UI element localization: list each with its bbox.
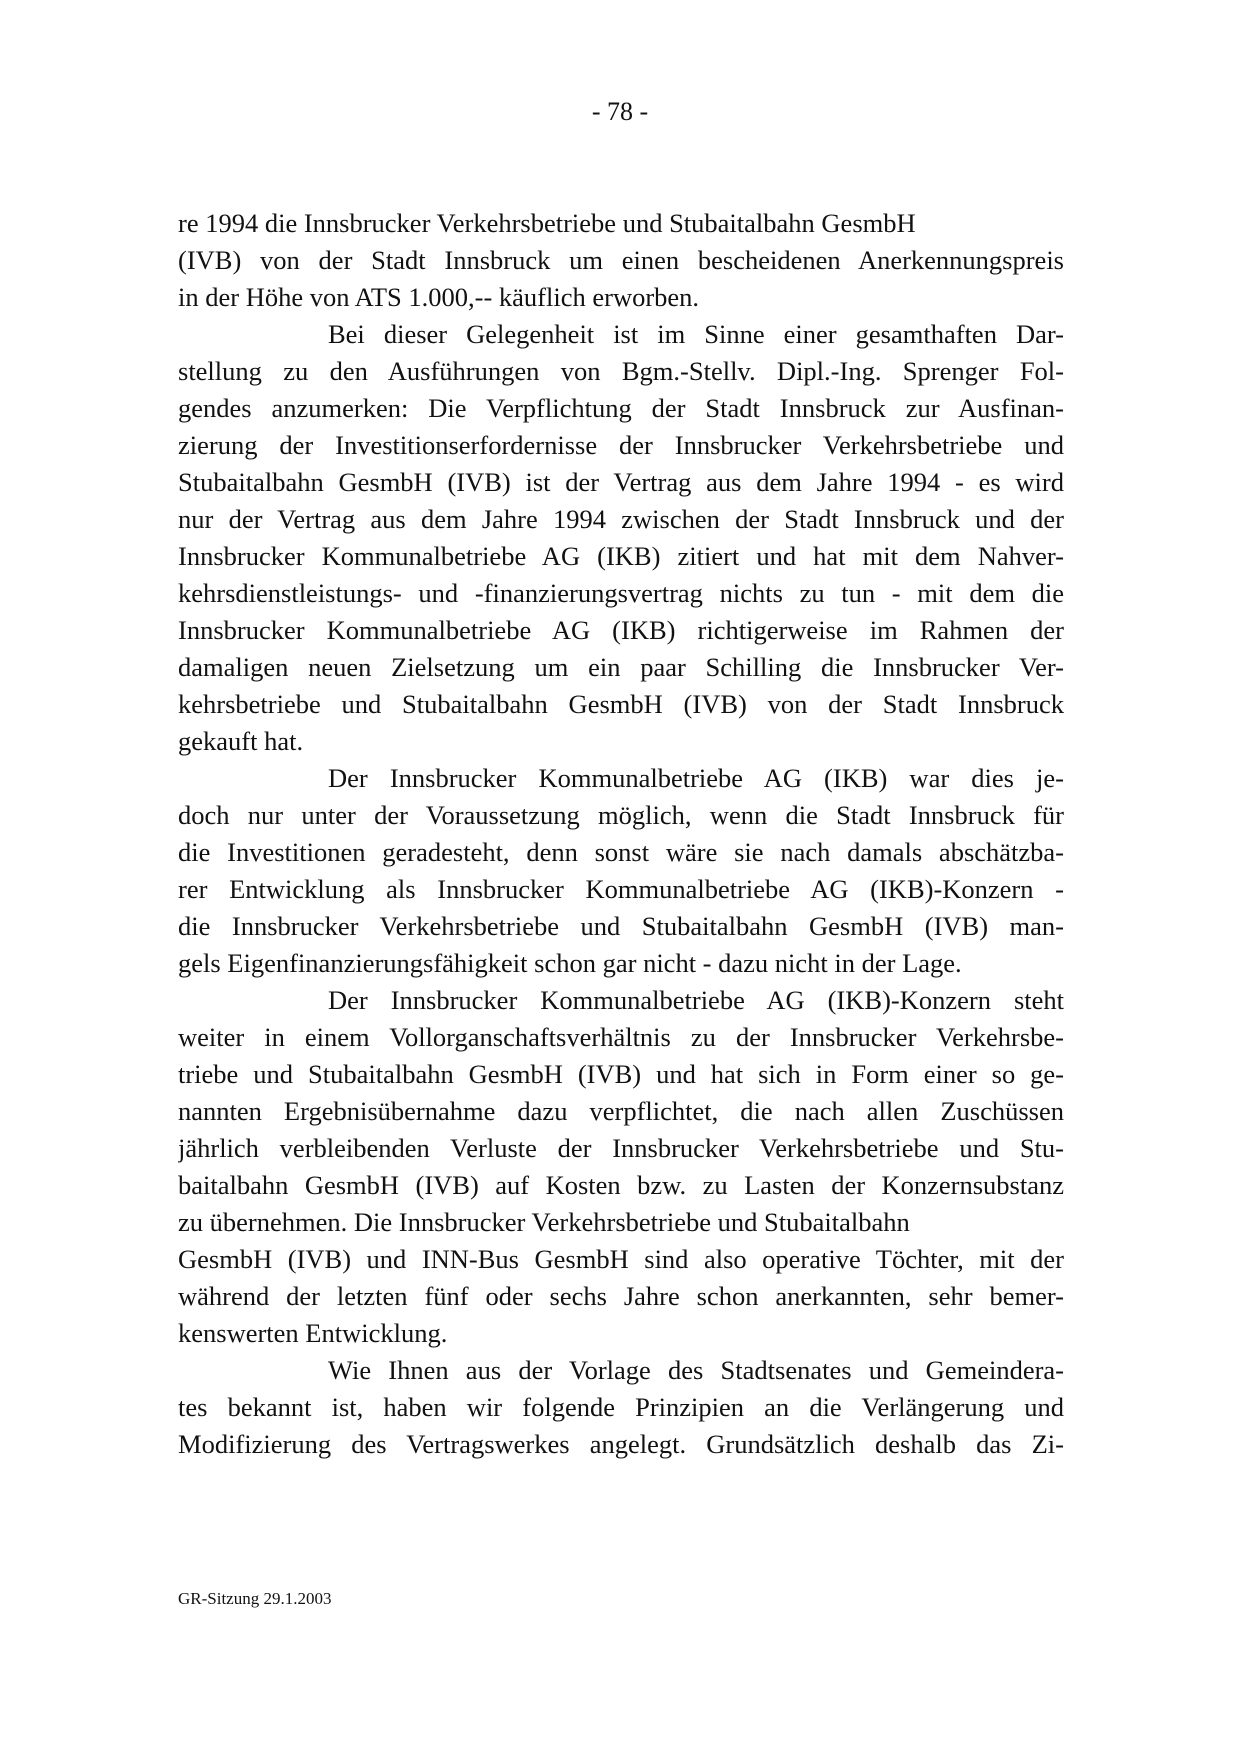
text-line: kenswerten Entwicklung.	[178, 1318, 448, 1348]
page-number: - 78 -	[591, 97, 649, 126]
text-line: tes bekannt ist, haben wir folgende Prinzipien an die Verlängerung und	[178, 1392, 1064, 1422]
text-line: während der letzten fünf oder sechs Jahre schon anerkannten, sehr bemer-	[178, 1281, 1064, 1311]
text-line: zu übernehmen. Die Innsbrucker Verkehrsbetriebe und Stubaitalbahn	[178, 1207, 910, 1237]
footer-session-date: GR-Sitzung 29.1.2003	[178, 1589, 332, 1608]
text-line: zierung der Investitionserfordernisse der Innsbrucker Verkehrsbetriebe und	[178, 430, 1064, 460]
document-body	[178, 205, 1064, 1463]
text-line: in der Höhe von ATS 1.000,-- käuflich erworben.	[178, 282, 700, 312]
text-line: Modifizierung des Vertragswerkes angelegt. Grundsätzlich deshalb das Zi-	[178, 1429, 1064, 1459]
text-line: nur der Vertrag aus dem Jahre 1994 zwischen der Stadt Innsbruck und der	[178, 504, 1064, 534]
text-line: rer Entwicklung als Innsbrucker Kommunalbetriebe AG (IKB)-Konzern -	[178, 874, 1064, 904]
text-line: Stubaitalbahn GesmbH (IVB) ist der Vertrag aus dem Jahre 1994 - es wird	[178, 467, 1064, 497]
text-line: Der Innsbrucker Kommunalbetriebe AG (IKB) war dies je-	[328, 763, 1064, 793]
text-line: (IVB) von der Stadt Innsbruck um einen bescheidenen Anerkennungspreis	[178, 245, 1064, 275]
text-line: doch nur unter der Voraussetzung möglich, wenn die Stadt Innsbruck für	[178, 800, 1064, 830]
text-line: GesmbH (IVB) und INN-Bus GesmbH sind also operative Töchter, mit der	[178, 1244, 1064, 1274]
text-line: stellung zu den Ausführungen von Bgm.-Stellv. Dipl.-Ing. Sprenger Fol-	[178, 356, 1064, 386]
text-line: Innsbrucker Kommunalbetriebe AG (IKB) richtigerweise im Rahmen der	[178, 615, 1064, 645]
text-line: re 1994 die Innsbrucker Verkehrsbetriebe und Stubaitalbahn GesmbH	[178, 208, 916, 238]
text-line: kehrsbetriebe und Stubaitalbahn GesmbH (IVB) von der Stadt Innsbruck	[178, 689, 1064, 719]
text-line: Der Innsbrucker Kommunalbetriebe AG (IKB)-Konzern steht	[328, 985, 1064, 1015]
text-line: baitalbahn GesmbH (IVB) auf Kosten bzw. zu Lasten der Konzernsubstanz	[178, 1170, 1064, 1200]
text-line: gels Eigenfinanzierungsfähigkeit schon gar nicht - dazu nicht in der Lage.	[178, 948, 962, 978]
text-line: die Innsbrucker Verkehrsbetriebe und Stubaitalbahn GesmbH (IVB) man-	[178, 911, 1064, 941]
text-line: die Investitionen geradesteht, denn sonst wäre sie nach damals abschätzba-	[178, 837, 1064, 867]
text-line: nannten Ergebnisübernahme dazu verpflichtet, die nach allen Zuschüssen	[178, 1096, 1064, 1126]
text-line: jährlich verbleibenden Verluste der Innsbrucker Verkehrsbetriebe und Stu-	[178, 1133, 1064, 1163]
text-line: weiter in einem Vollorganschaftsverhältnis zu der Innsbrucker Verkehrsbe-	[178, 1022, 1064, 1052]
text-line: damaligen neuen Zielsetzung um ein paar Schilling die Innsbrucker Ver-	[178, 652, 1064, 682]
text-line: Innsbrucker Kommunalbetriebe AG (IKB) zitiert und hat mit dem Nahver-	[178, 541, 1064, 571]
text-line: Wie Ihnen aus der Vorlage des Stadtsenates und Gemeindera-	[328, 1355, 1064, 1385]
text-line: triebe und Stubaitalbahn GesmbH (IVB) und hat sich in Form einer so ge-	[178, 1059, 1064, 1089]
text-line: kehrsdienstleistungs- und -finanzierungsvertrag nichts zu tun - mit dem die	[178, 578, 1064, 608]
text-line: gekauft hat.	[178, 726, 304, 756]
text-line: gendes anzumerken: Die Verpflichtung der Stadt Innsbruck zur Ausfinan-	[178, 393, 1064, 423]
text-line: Bei dieser Gelegenheit ist im Sinne einer gesamthaften Dar-	[328, 319, 1064, 349]
